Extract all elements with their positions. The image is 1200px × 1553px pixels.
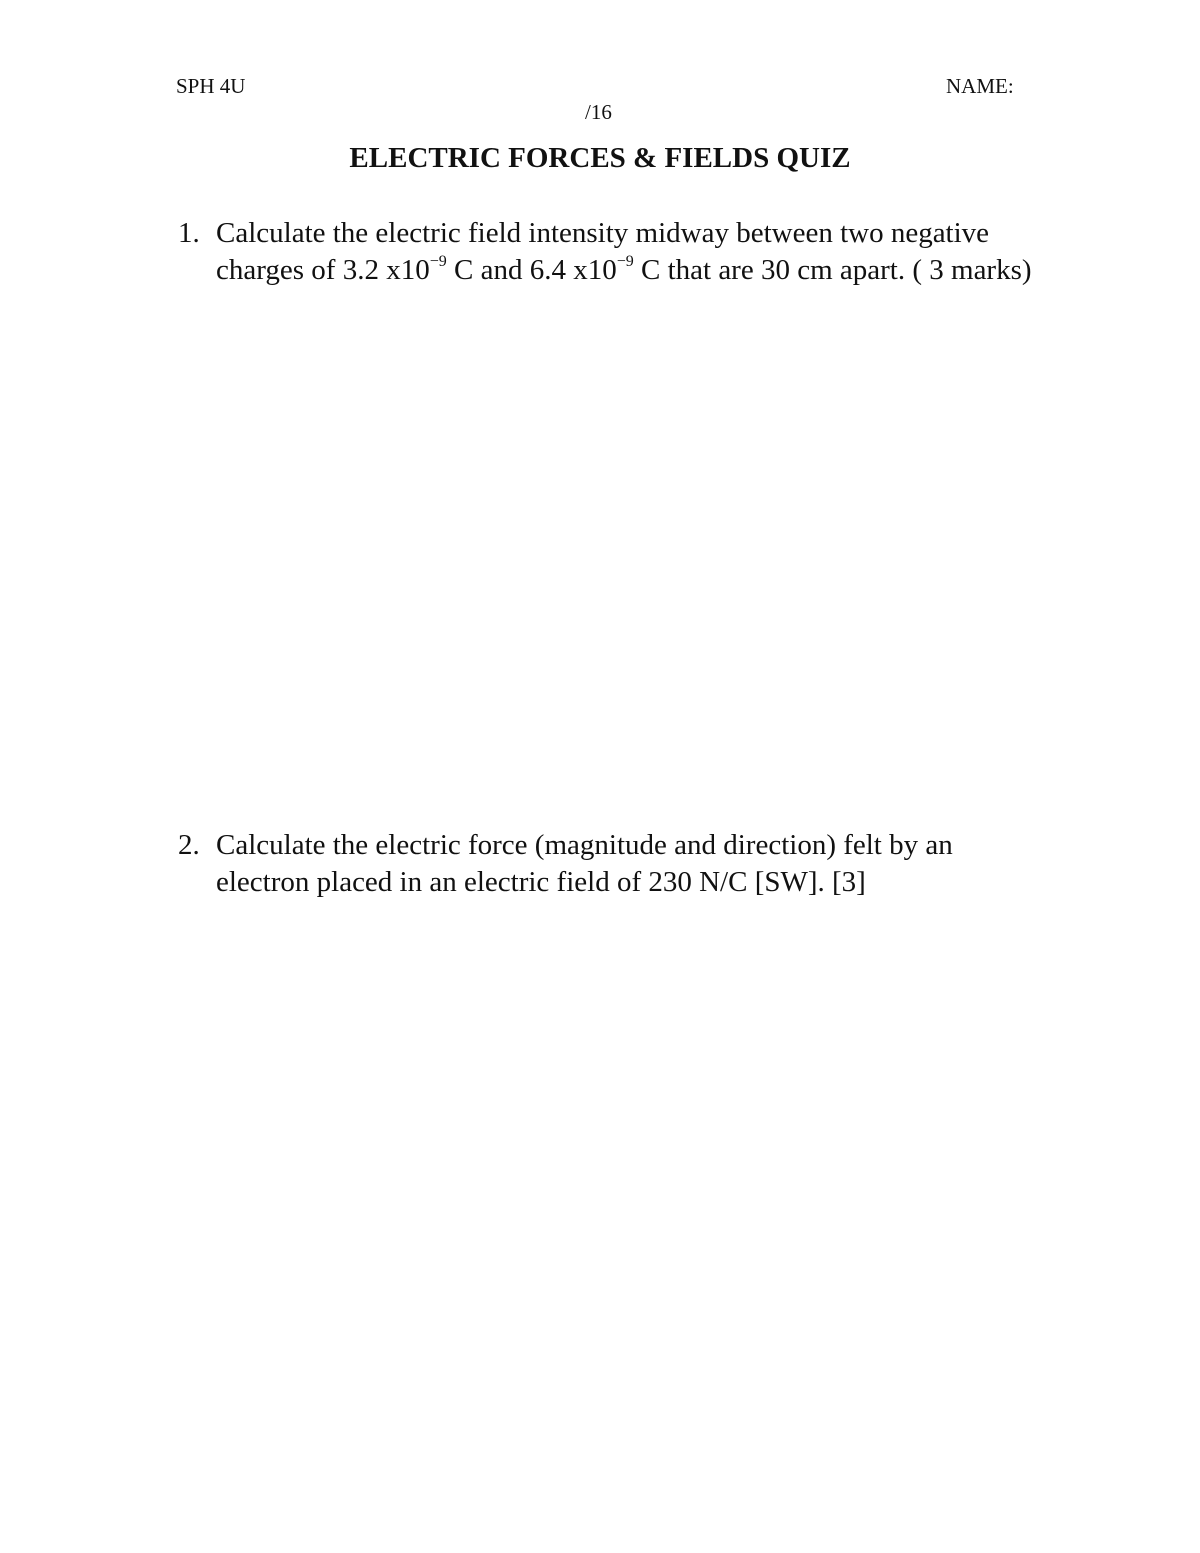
name-label: NAME:	[946, 74, 1014, 98]
question-text: Calculate the electric field intensity midway between two negative charges of 3.2 $x10^{-9}$ C and 6.4 $x10^{-9}$ C that are 30 cm apart. ( 3 marks)	[216, 217, 1032, 286]
quiz-title: ELECTRIC FORCES & FIELDS QUIZ	[349, 142, 851, 174]
question-number: 1.	[178, 217, 200, 249]
question-text: Calculate the electric force (magnitude and direction) felt by an electron placed in an electric field of 230 N/C [SW]. [3]	[216, 829, 953, 898]
question-2	[178, 827, 1038, 901]
question-number: 2.	[178, 829, 200, 861]
total-score: /16	[585, 100, 612, 124]
question-1	[178, 215, 1038, 289]
course-code: SPH 4U	[176, 74, 246, 98]
exponent: −9	[429, 253, 447, 270]
exponent: −9	[616, 253, 634, 270]
